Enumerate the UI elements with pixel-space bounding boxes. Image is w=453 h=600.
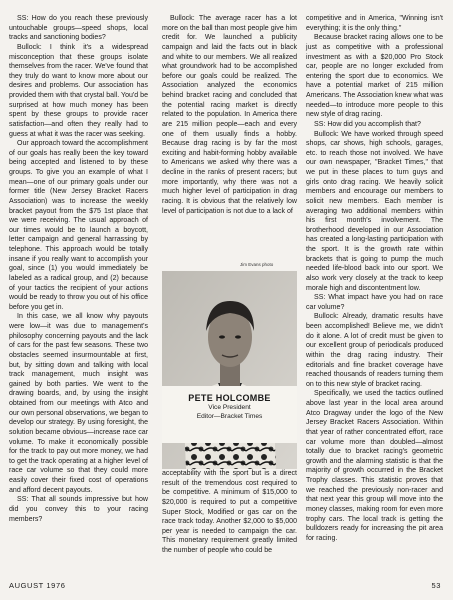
- photo-credit: Jim Evans photo: [240, 262, 274, 267]
- paragraph: acceptability with the sport but is a direct result of the tremendous cost required to be competitive. A minimum of $15,000 to $20,000 is required to put a competitive Super Stock, Modified or gas car on the race track today. Another $2,000 to $5,000 per year is needed to campaign the car. This monetary requirement greatly limited the number of people who could be: [162, 470, 297, 554]
- paragraph: Our approach toward the accomplishment of our goals has really been the key toward being accepted and listened to by these groups. To give you an example of what I mean—one of our primary goals under our former title (New Jersey Bracket Racers Association) was to increase the weekly bracket payout from the $75 1st place that we were receiving. The usual approach of our times would be to launch a boycott, letter campaign and general harrassing by telephone. This approach would be totally insane if you really want to accomplish your goal, since (1) you would immediately be labeled as a radical group, and (2) because of your tactics the recipient of your actions would be ready to throw you out of his office before you get in.: [9, 140, 148, 311]
- caption-org: Editor—Bracket Times: [196, 413, 263, 420]
- paragraph: In this case, we all know why payouts were low—it was due to management's philosophy concerning payouts and the lack of cars for the past few seasons. These two obstacles seemed insurmountable at first, but, by sitting down and talking with local track management, much insight was gained by both parties. We went to the drawing boards, and, by using the insight obtained from our meetings with Atco and our own personal observations, we began to develop our strategy. By using foresight, the solution became obvious—increase race car volume. To make it economically possible for the track to pay out more money, we had to get the track operating at a higher level of race car volume so that they could more easily cover their fixed cost of operations and afford decent payouts.: [9, 313, 148, 494]
- paragraph: SS: That all sounds impressive but how did you convey this to your racing members?: [9, 496, 148, 523]
- column-3: [306, 14, 443, 543]
- page-number: 53: [431, 581, 441, 590]
- paragraph: Bullock: I think it's a widespread misconception that these groups isolate themselves from the racer. We've found that they truly do want to know more about our desires and problems. Our association has provided them with that crystal ball. You'd be surprised at how much money has been spent by these groups to provide racer satisfaction—and often they really had to guess at what it was the racer was seeking.: [9, 43, 148, 138]
- photo-caption: [162, 386, 297, 443]
- column-2-top: [162, 14, 297, 269]
- paragraph: SS: What impact have you had on race car volume?: [306, 294, 443, 311]
- paragraph: SS: How do you reach these previously untouchable groups—speed shops, local tracks and sanctioning bodies?: [9, 15, 148, 42]
- paragraph: Because bracket racing allows one to be just as competitive with a professional investment as with a $20,000 Pro Stock car, people are no longer excluded from entering the sport due to economics. We have a potential market of 215 million Americans. The Association knew what was needed—to introduce more people to this new style of drag racing.: [306, 34, 443, 119]
- paragraph: SS: How did you accomplish that?: [314, 120, 421, 128]
- paragraph: Specifically, we used the tactics outlined above last year in the local area around Atco Dragway under the logo of the New Jersey Bracket Racers Association. Within that year of rather concentrated effort, race car volume more than doubled—almost totally due to bracket racing's geometric growth and the alarming statistic is that the majority of growth occurred in the Bracket Trophy classes. This statistic proves that we reached the previously non-racer and that next year this group will move into the money classes, making room for even more trophy cars. The local track is getting the bulldozers ready for increasing the pit area for racing.: [306, 390, 443, 542]
- column-2-bottom: [162, 469, 297, 556]
- paragraph: Bullock: Already, dramatic results have been accomplished! Believe me, we didn't do it alone. A lot of credit must be given to our excellent group of periodicals produced within the drag racing industry. Their editorials and fine bracket coverage have reached thousands of readers turning them on to this new style of bracket racing.: [306, 313, 443, 388]
- caption-name: PETE HOLCOMBE: [188, 393, 271, 403]
- footer-date: AUGUST 1976: [9, 581, 66, 590]
- paragraph: Bullock: We have worked through speed shops, car shows, high schools, garages, etc. to reach those not involved. We have our own newspaper, "Bracket Times," that we put in these places to turn guys and girls onto drag racing. We heavily solicit members and encourage our members to solicit new members. Each member is averaging two additional members within his first month's involvement. The brotherhood developed in our Association has created a long-lasting participation with the sport. It is the growth rate within brackets that is going to pump the much needed life-blood back into our sport. We also work very closely at the track to keep morale high and discontentment low.: [306, 130, 443, 292]
- caption-title: Vice President: [208, 404, 251, 411]
- paragraph: competitive and in America, "Winning isn't everything; it is the only thing.": [306, 15, 443, 32]
- paragraph: Bullock: The average racer has a lot more on the ball than most people give him credit for. We launched a publicity campaign and laid the facts out in black and white to our members. We all realized what groundwork had to be accomplished before our goals could be realized. The Association analyzed the economics behind bracket racing and concluded that the potential racing market is directly related to the population. In America there are 215 million people—each and every one of them usually finds a hobby. Because drag racing is by far the most exciting and habit-forming hobby available to Americans we asked why there was a decline in the ranks of present racers; but more importantly, why there was not a much higher level of participation in drag racing. It is obvious that the relatively low level of participation is not due to a lack of: [162, 15, 297, 215]
- column-1: [9, 14, 148, 524]
